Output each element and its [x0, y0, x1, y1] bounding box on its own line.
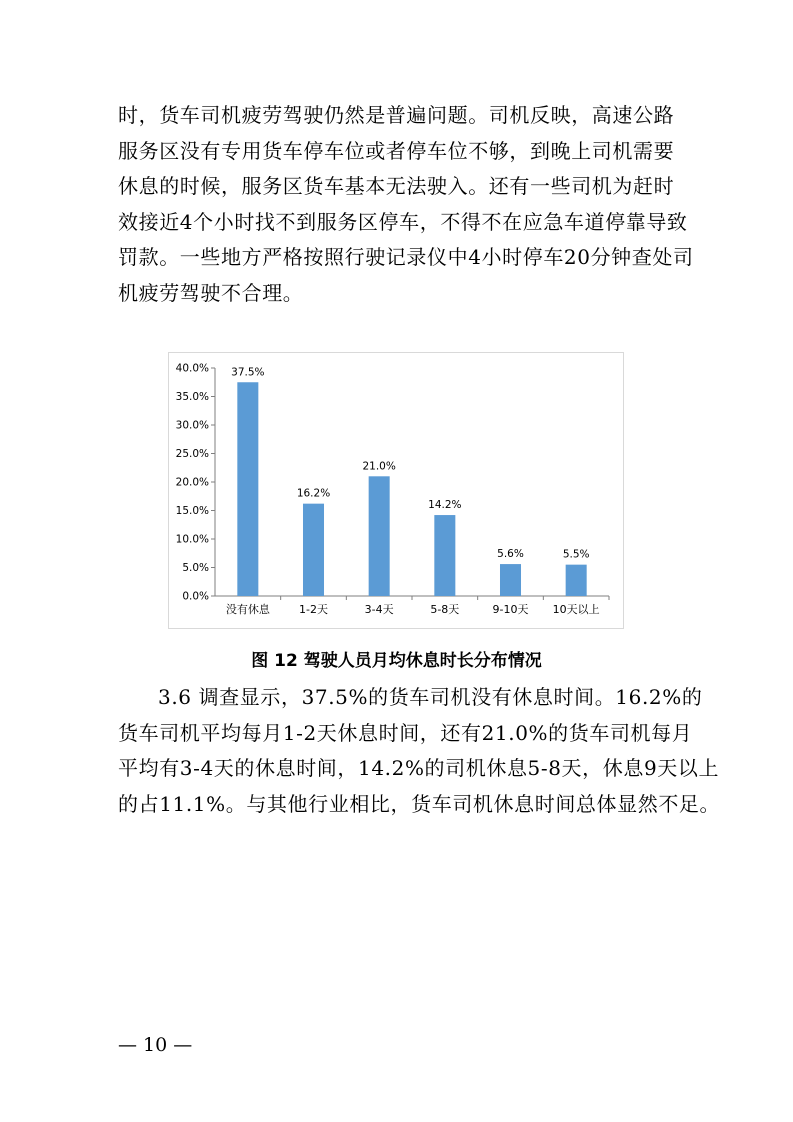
x-tick-label: 3-4天 — [364, 603, 394, 616]
y-tick-label: 20.0% — [175, 476, 209, 489]
data-label: 21.0% — [362, 460, 396, 473]
paragraph-line: 货车司机平均每月1-2天休息时间，还有21.0%的货车司机每月 — [118, 720, 693, 745]
y-tick-label: 30.0% — [175, 419, 209, 432]
data-label: 5.6% — [497, 548, 524, 561]
paragraph-line: 平均有3-4天的休息时间，14.2%的司机休息5-8天，休息9天以上 — [118, 756, 720, 780]
x-tick-label: 没有休息 — [225, 603, 270, 616]
body-paragraph-2 — [118, 680, 721, 822]
paragraph-line: 的占11.1%。与其他行业相比，货车司机休息时间总体显然不足。 — [118, 791, 721, 816]
data-label: 5.5% — [562, 548, 590, 561]
bar — [566, 565, 587, 596]
bar — [303, 504, 324, 596]
y-tick-label: 35.0% — [175, 391, 209, 403]
bar — [237, 382, 258, 596]
figure-caption: 图 12 驾驶人员月均休息时长分布情况 — [251, 651, 542, 671]
y-tick-label: 0.0% — [182, 590, 209, 603]
data-label: 16.2% — [296, 487, 331, 500]
y-tick-label: 15.0% — [175, 505, 209, 517]
body-paragraph-1 — [118, 98, 694, 311]
y-tick-label: 10.0% — [175, 533, 209, 546]
data-label: 37.5% — [231, 366, 265, 379]
bar — [500, 564, 521, 596]
bar-chart-svg — [169, 353, 623, 628]
x-tick-label: 10天以上 — [552, 603, 600, 616]
x-tick-label: 1-2天 — [299, 603, 328, 616]
x-tick-label: 5-8天 — [430, 603, 460, 616]
page-number: — 10 — — [118, 1034, 193, 1056]
paragraph-line: 罚款。一些地方严格按照行驶记录仪中4小时停车20分钟查处司 — [118, 245, 694, 269]
paragraph-line: 效接近4个小时找不到服务区停车，不得不在应急车道停靠导致 — [118, 209, 688, 234]
y-tick-label: 40.0% — [175, 362, 209, 375]
paragraph-line: 时，货车司机疲劳驾驶仍然是普遍问题。司机反映，高速公路 — [118, 103, 675, 127]
paragraph-line: 服务区没有专用货车停车位或者停车位不够，到晚上司机需要 — [118, 138, 675, 163]
bar — [434, 515, 455, 596]
y-tick-label: 25.0% — [175, 448, 209, 460]
data-label: 14.2% — [428, 499, 462, 512]
bar-chart — [168, 352, 624, 629]
paragraph-line: 休息的时候，服务区货车基本无法驶入。还有一些司机为赶时 — [118, 174, 675, 198]
bar — [369, 476, 390, 596]
paragraph-line: 机疲劳驾驶不合理。 — [118, 280, 304, 305]
y-tick-label: 5.0% — [182, 562, 209, 574]
paragraph-line: 3.6 调查显示，37.5%的货车司机没有休息时间。16.2%的 — [158, 685, 703, 709]
x-tick-label: 9-10天 — [492, 603, 529, 616]
